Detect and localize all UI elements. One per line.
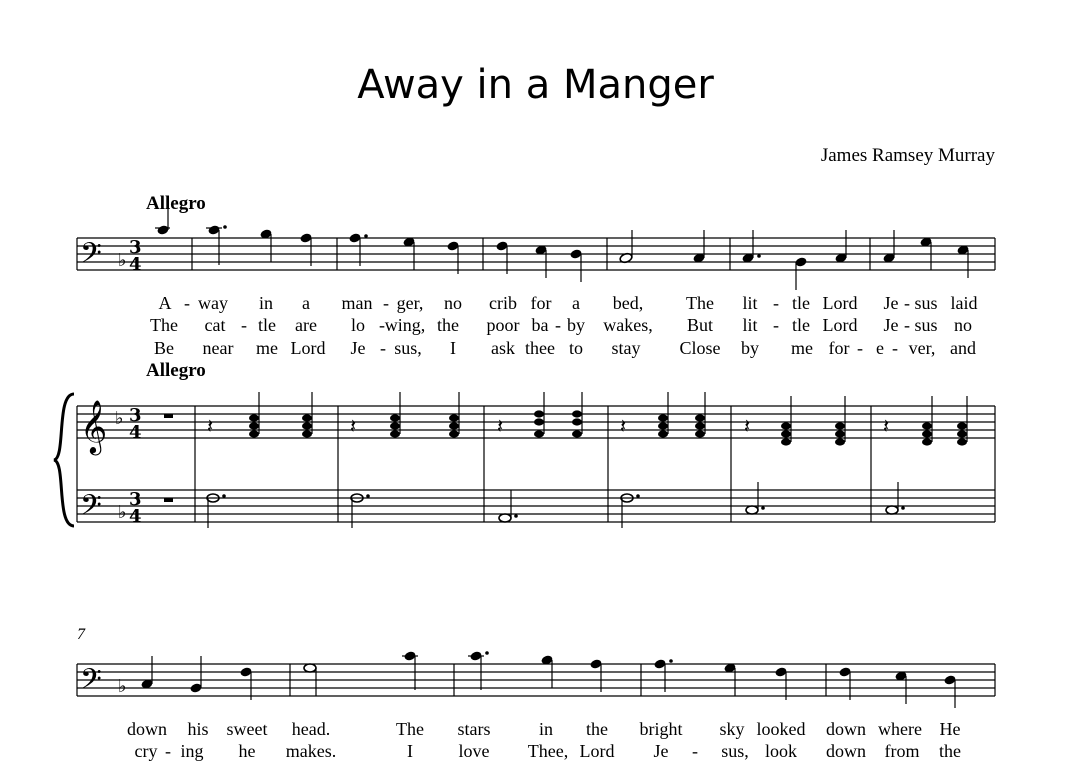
lyric-syllable: Lord (290, 338, 326, 358)
lyric-syllable: way (198, 293, 228, 313)
lyric-syllable: bright (639, 719, 683, 739)
lyric-syllable: I (450, 338, 456, 358)
lyric-syllable: thee (525, 338, 555, 358)
lyric-syllable: sus (914, 293, 938, 313)
lyric-syllable: Thee, (527, 741, 569, 761)
lyric-syllable: e (876, 338, 884, 358)
piano-left-hand-notes (207, 482, 905, 528)
lyric-syllable: for (530, 293, 552, 313)
piano-lower-time-sig-top: 3 (129, 489, 142, 510)
lyric-syllable: near (202, 338, 234, 358)
upper-whole-rest (164, 414, 173, 418)
vocal-staff-system1 (77, 238, 995, 270)
vocal-staff-system2 (77, 664, 995, 696)
lyric-syllable: ask (491, 338, 515, 358)
lyric-syllable: his (187, 719, 209, 739)
lyric-hyphen: - (555, 315, 561, 335)
piano-treble-clef: 𝄞 (80, 399, 108, 453)
piano-bass-clef: 𝄢 (80, 489, 102, 529)
lyric-syllable: man (341, 293, 373, 313)
lyric-syllable: the (437, 315, 459, 335)
lyric-syllable: makes. (285, 741, 337, 761)
lyric-syllable: by (567, 315, 585, 335)
lyric-syllable: Lord (822, 315, 858, 335)
lyric-syllable: me (256, 338, 278, 358)
lyric-hyphen: - (857, 338, 863, 358)
lyric-syllable: lit (742, 315, 758, 335)
lyric-syllable: Lord (579, 741, 615, 761)
lyric-hyphen: - (773, 315, 779, 335)
lyric-syllable: Je (653, 741, 669, 761)
lyric-syllable: sus (914, 315, 938, 335)
lyric-syllable: love (458, 741, 490, 761)
lyric-syllable: cry (134, 741, 158, 761)
vocal-flat-sign: ♭ (118, 250, 127, 271)
lyric-syllable: He (939, 719, 961, 739)
lyric-hyphen: - (904, 315, 910, 335)
vocal-tempo-marking: Allegro (146, 193, 206, 214)
lyric-hyphen: - (184, 293, 190, 313)
lyric-syllable: the (939, 741, 961, 761)
lyric-syllable: Close (679, 338, 721, 358)
lyric-syllable: for (828, 338, 850, 358)
piano-brace (54, 394, 74, 526)
lyric-syllable: sky (719, 719, 745, 739)
lyric-syllable: the (586, 719, 608, 739)
piano-tempo-marking: Allegro (146, 360, 206, 381)
lyric-hyphen: - (892, 338, 898, 358)
lyric-syllable: Lord (822, 293, 858, 313)
lyric-syllable: ver, (908, 338, 936, 358)
lyric-hyphen: - (692, 741, 698, 761)
piano-lower-flat-sign: ♭ (118, 502, 127, 523)
composer-name: James Ramsey Murray (820, 145, 995, 166)
lyric-syllable: sus, (394, 338, 422, 358)
lyric-syllable: stay (611, 338, 641, 358)
vocal-bass-clef-system2: 𝄢 (80, 663, 102, 703)
lyric-syllable: ger, (396, 293, 424, 313)
piano-upper-flat-sign: ♭ (115, 408, 124, 429)
lyric-syllable: me (791, 338, 813, 358)
lyric-syllable: no (954, 315, 972, 335)
lyric-syllable: from (884, 741, 920, 761)
piano-upper-time-sig-top: 3 (129, 405, 142, 426)
svg-text:𝄽: 𝄽 (744, 414, 751, 438)
svg-text:𝄽: 𝄽 (883, 414, 890, 438)
lyric-syllable: he (238, 741, 256, 761)
vocal-notes-system2 (140, 650, 956, 708)
lyric-syllable: sweet (226, 719, 268, 739)
lyric-syllable: in (258, 293, 274, 313)
lyric-syllable: The (150, 315, 178, 335)
lyric-syllable: Je (883, 315, 899, 335)
lyric-syllable: Be (154, 338, 174, 358)
lyric-syllable: The (686, 293, 714, 313)
lyric-syllable: look (764, 741, 798, 761)
lower-whole-rest (164, 498, 173, 502)
lyric-hyphen: - (379, 315, 385, 335)
vocal-time-sig-top: 3 (129, 237, 142, 258)
lyric-syllable: looked (756, 719, 806, 739)
lyric-syllable: But (686, 315, 714, 335)
lyric-syllable: head. (291, 719, 331, 739)
lyric-syllable: tle (792, 293, 810, 313)
lyric-syllable: A (158, 293, 172, 313)
lyric-syllable: lo (350, 315, 366, 335)
lyric-syllable: sus, (721, 741, 749, 761)
svg-text:𝄽: 𝄽 (350, 414, 357, 438)
lyric-syllable: wakes, (603, 315, 653, 335)
lyric-syllable: down (826, 741, 866, 761)
lyric-syllable: stars (457, 719, 491, 739)
lyric-syllable: wing, (384, 315, 426, 335)
svg-text:𝄽: 𝄽 (207, 414, 214, 438)
lyric-syllable: tle (258, 315, 276, 335)
lyric-syllable: no (444, 293, 462, 313)
lyric-syllable: The (396, 719, 424, 739)
lyric-syllable: cat (204, 315, 226, 335)
lyric-syllable: down (826, 719, 866, 739)
lyric-syllable: crib (489, 293, 517, 313)
vocal-time-sig-bottom: 4 (129, 254, 142, 275)
lyric-syllable: are (295, 315, 317, 335)
svg-text:𝄽: 𝄽 (620, 414, 627, 438)
lyric-syllable: ing (180, 741, 204, 761)
piano-lower-time-sig-bottom: 4 (129, 506, 142, 527)
svg-text:𝄽: 𝄽 (497, 414, 504, 438)
measure-number: 7 (77, 626, 85, 643)
lyric-syllable: Je (883, 293, 899, 313)
lyric-syllable: down (127, 719, 167, 739)
lyric-hyphen: - (383, 293, 389, 313)
lyric-syllable: Je (350, 338, 366, 358)
lyric-hyphen: - (241, 315, 247, 335)
lyric-hyphen: - (904, 293, 910, 313)
lyric-syllable: tle (792, 315, 810, 335)
lyric-hyphen: - (773, 293, 779, 313)
vocal-bass-clef: 𝄢 (80, 237, 102, 277)
lyric-syllable: by (741, 338, 759, 358)
lyric-hyphen: - (165, 741, 171, 761)
lyric-syllable: in (538, 719, 554, 739)
lyric-syllable: a (302, 293, 310, 313)
piano-upper-time-sig-bottom: 4 (129, 422, 142, 443)
lyric-syllable: lit (742, 293, 758, 313)
vocal-flat-sign-system2: ♭ (118, 676, 127, 697)
lyric-syllable: poor (486, 315, 520, 335)
lyric-syllable: laid (950, 293, 978, 313)
lyric-syllable: to (568, 338, 584, 358)
lyric-syllable: bed, (612, 293, 644, 313)
lyric-hyphen: - (380, 338, 386, 358)
song-title: Away in a Manger (357, 62, 714, 108)
lyric-syllable: a (572, 293, 580, 313)
lyric-syllable: where (878, 719, 922, 739)
lyric-syllable: ba (531, 315, 549, 335)
lyric-syllable: I (407, 741, 413, 761)
lyric-syllable: and (950, 338, 976, 358)
